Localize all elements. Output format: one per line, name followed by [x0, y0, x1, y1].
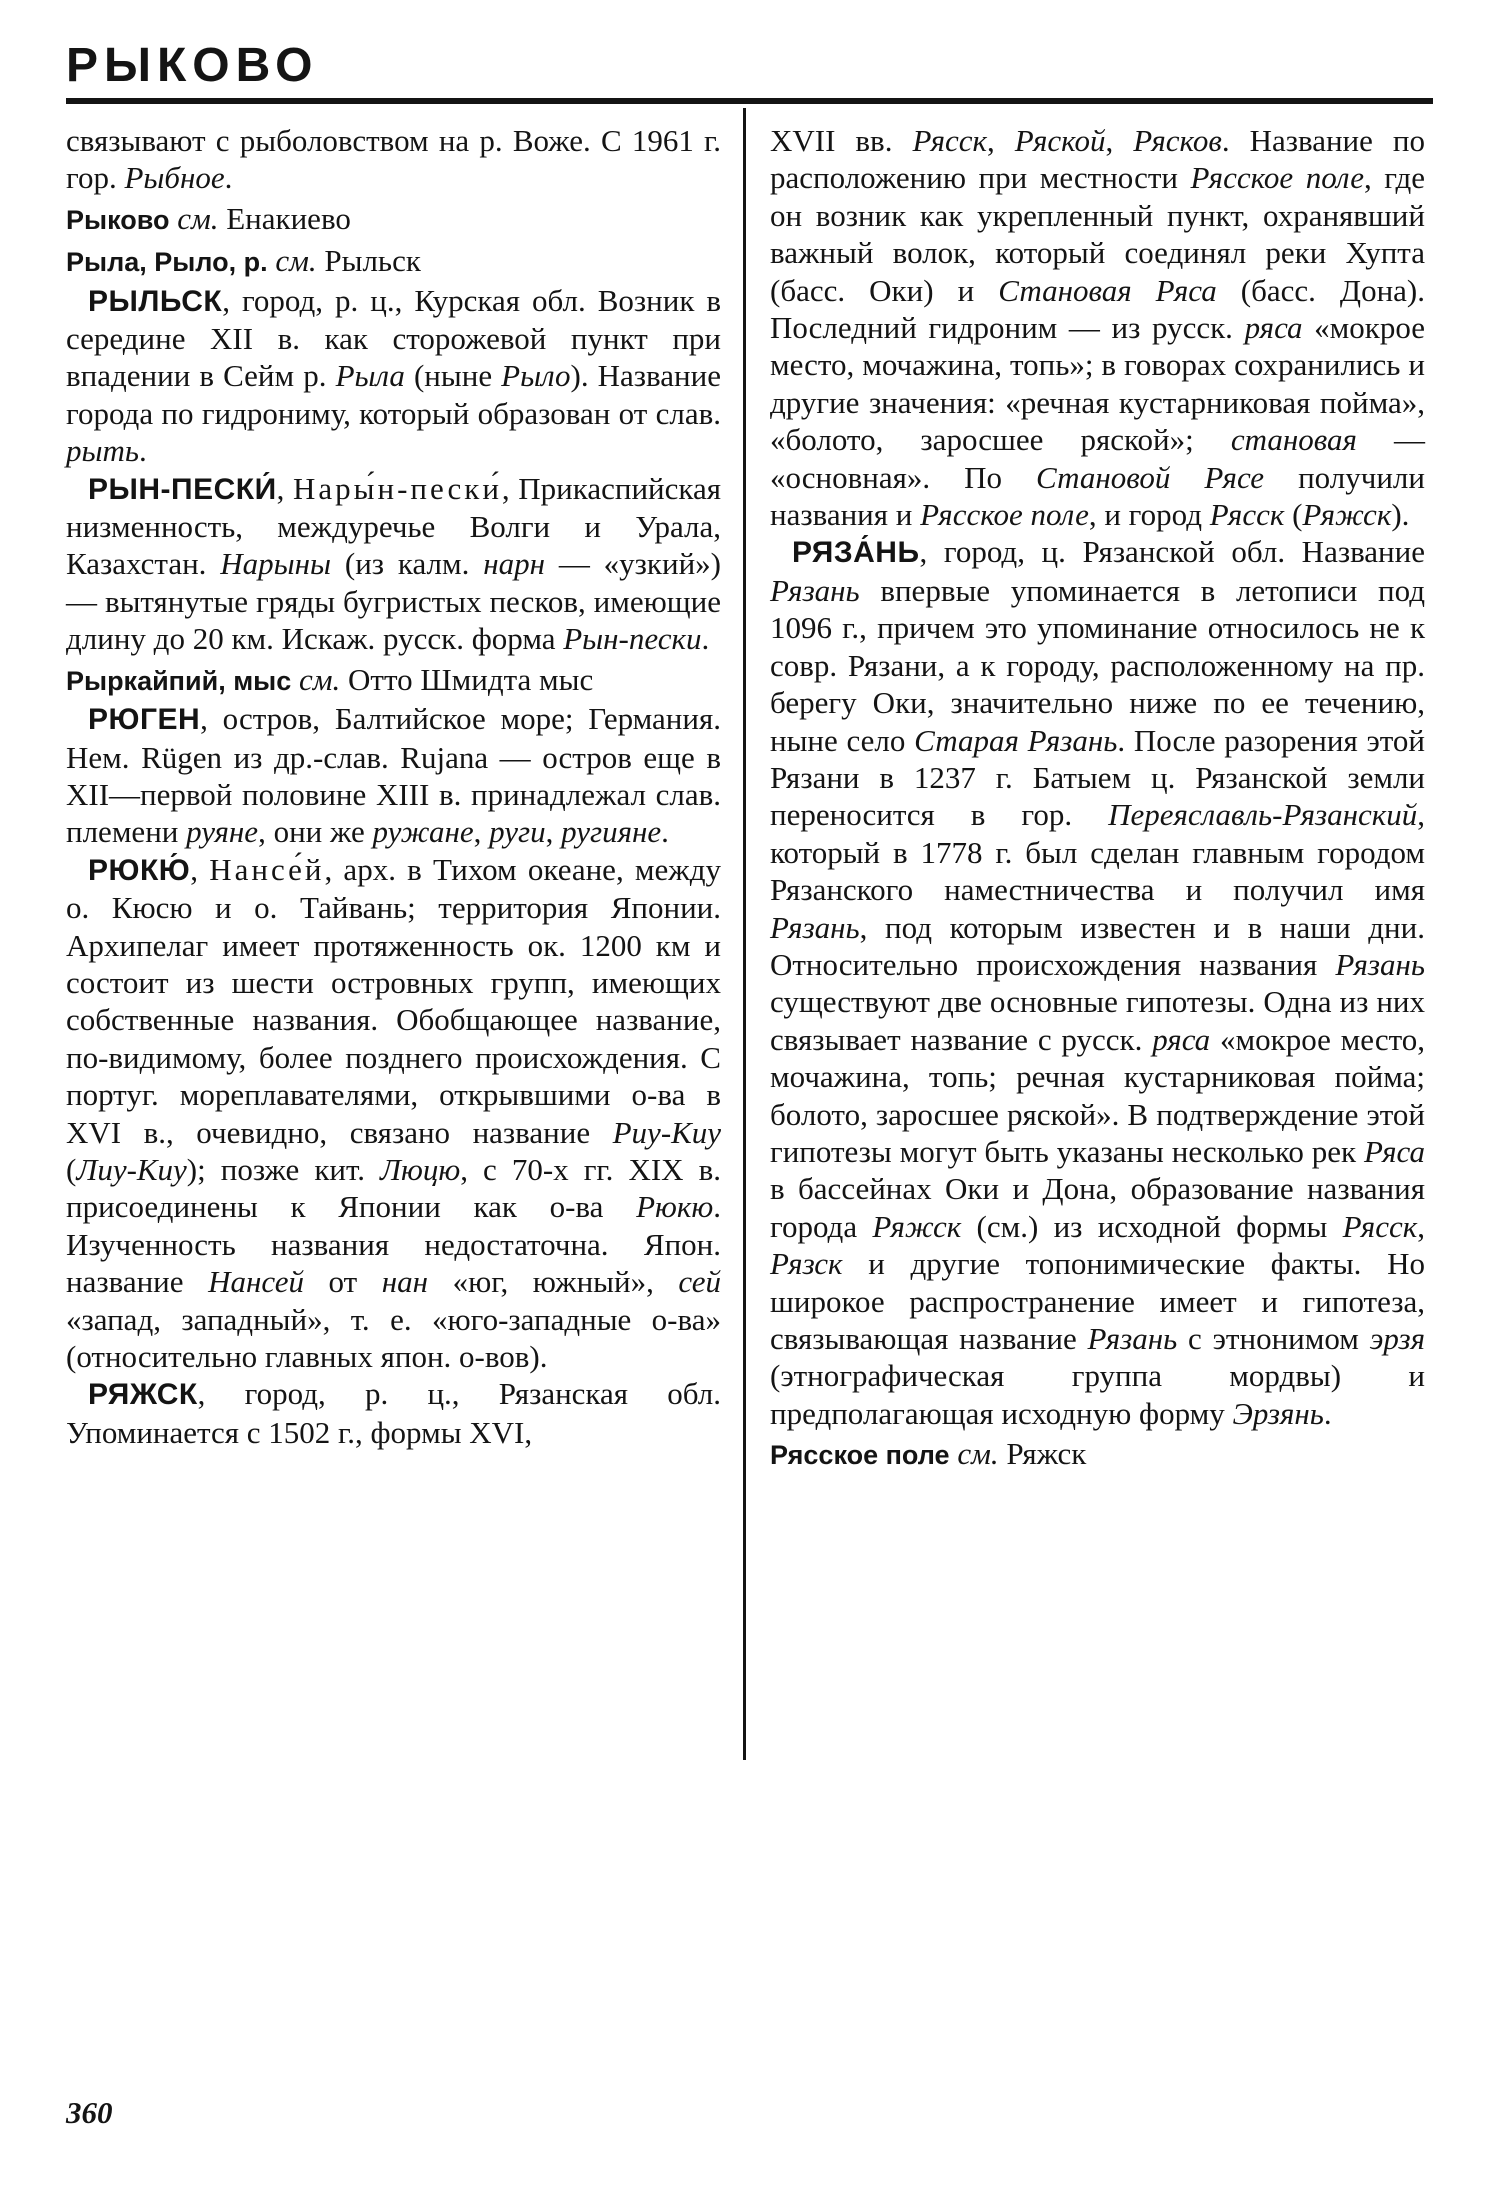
- term: Ряской: [1014, 123, 1106, 158]
- headword: РЫЛЬСК: [88, 284, 223, 318]
- term: нарн: [483, 546, 545, 582]
- text: (: [66, 1151, 77, 1187]
- cross-reference: Отто Шмидта мыс: [340, 661, 594, 697]
- text: (басс. Дона). Последний гидроним — из русск.: [770, 272, 1425, 346]
- entry-rylsk: [66, 282, 721, 470]
- text: ); позже кит.: [186, 1151, 381, 1187]
- text: ,: [1417, 1208, 1425, 1244]
- headword: Рыково: [66, 204, 170, 235]
- text: .: [224, 160, 233, 196]
- text: (ныне: [404, 358, 502, 394]
- term: нан: [381, 1264, 429, 1300]
- see-label: см.: [957, 1436, 999, 1472]
- text: , город, р. ц., Рязанская обл. Упоминается с 1502 г., формы XVI,: [66, 1376, 721, 1450]
- term: Рясское поле: [1190, 160, 1365, 196]
- term: ряса: [1152, 1021, 1211, 1057]
- right-column: [770, 122, 1425, 1475]
- term: Рыла: [335, 358, 405, 394]
- text: XVII вв.: [770, 123, 913, 158]
- text: .: [701, 621, 710, 657]
- text: ,: [545, 814, 562, 850]
- headword: РЯЖСК: [88, 1378, 198, 1412]
- term: ругияне: [561, 814, 662, 850]
- headword: Рыркайпий, мыс: [66, 665, 292, 696]
- text: связывают с рыболовством на р. Воже. С 1961 г. гор.: [66, 123, 721, 196]
- term: рыть: [66, 433, 139, 469]
- text: , с 70-х гг. XIX в. присоединены к Японии как о-ва: [66, 1151, 721, 1225]
- text: , арх. в Тихом океане, между о. Кюсю и о. Тайвань; территория Японии. Архипелаг имеет протяженность ок. 1200 км и состоит из шести островных групп, имеющих собственные названия. Обобщающее название, по-видимому, более позднего происхождения. С португ. мореплавателями, открывшими о-ва в XVI в., очевидно, связано название: [66, 851, 721, 1150]
- text: .: [661, 814, 669, 850]
- term: Рязань: [1335, 946, 1425, 982]
- text: в бассейнах Оки и Дона, образование названия города: [770, 1171, 1425, 1244]
- term: Лиу-Киу: [76, 1151, 187, 1187]
- entry-ryrkaypiy: [66, 661, 721, 700]
- text: ).: [1391, 497, 1410, 533]
- header-rule: [66, 98, 1433, 104]
- term: Ряcск: [1209, 497, 1285, 533]
- text: (см.) из исходной формы: [961, 1208, 1343, 1244]
- term: Рясское поле: [920, 497, 1089, 533]
- text: (этнографическая группа мордвы) и предполагающая исходную форму: [770, 1358, 1425, 1431]
- term: Рязань: [770, 572, 860, 608]
- text: , город, ц. Рязанской обл. Название: [919, 534, 1425, 570]
- text: .: [1323, 1395, 1332, 1431]
- term: Рязань: [770, 909, 860, 945]
- text: , под которым известен и в наши дни. Относительно происхождения названия: [770, 909, 1425, 982]
- text: , и город: [1088, 497, 1210, 533]
- text: получили названия и: [770, 459, 1425, 533]
- entry-rykovo: [66, 200, 721, 239]
- text: , город, р. ц., Курская обл. Возник в середине XII в. как сторожевой пункт при впадении в Сейм р.: [66, 282, 721, 394]
- term: Ряcск: [1342, 1208, 1418, 1244]
- see-label: см.: [275, 243, 317, 279]
- text: — «основная». По: [770, 422, 1425, 495]
- term: Рюкю: [636, 1189, 714, 1225]
- cross-reference: Ряжск: [998, 1436, 1087, 1472]
- entry-ryn-peski: [66, 470, 721, 658]
- headword: РЫН-ПЕСКИ́: [88, 472, 277, 506]
- text: (: [1284, 497, 1303, 533]
- text: (из калм.: [331, 546, 484, 582]
- text: , где он возник как укрепленный пункт, охранявший важный волок, который соединял реки Хупта (басс. Оки) и: [770, 160, 1426, 308]
- cross-reference: Енакиево: [218, 200, 351, 236]
- term: Становой Рясе: [1036, 459, 1265, 495]
- term: Ряжск: [872, 1208, 962, 1244]
- text: и другие топонимические факты. Но широкое распространение имеет и гипотеза, связывающая название: [770, 1246, 1425, 1356]
- headword: РЮГЕН: [88, 703, 201, 737]
- term: Рын-пески: [563, 621, 702, 657]
- text: ,: [190, 851, 210, 887]
- text: впервые упоминается в летописи под 1096 г., причем это упоминание относилось не к совр. Рязани, а к городу, расположенному на пр. берегу Оки, значительно ниже по ее течению, ныне село: [770, 572, 1425, 758]
- see-label: см.: [177, 200, 219, 236]
- headword: Рыла, Рыло, р.: [66, 247, 268, 278]
- term: Эрзянь: [1232, 1395, 1324, 1431]
- term: Старая Рязань: [914, 722, 1118, 758]
- term: Рыло: [501, 358, 571, 394]
- entry-ryla: [66, 242, 721, 281]
- text: , который в 1778 г. был сделан главным городом Рязанского наместничества и получил имя: [770, 797, 1425, 908]
- text: . Изученность названия недостаточна. Япон. название: [66, 1189, 721, 1300]
- text: ,: [276, 470, 293, 506]
- term: ряса: [1244, 310, 1303, 346]
- text: , остров, Балтийское море; Германия. Нем. Rügen из др.-слав. Rujana — остров еще в XII—первой половине XIII в. принадлежал слав. племени: [66, 701, 721, 850]
- variant-name: Нары́н-пески́: [293, 470, 502, 506]
- text: ,: [473, 814, 490, 850]
- variant-name: Нансе́й: [209, 851, 325, 887]
- text: , Прикаспийская низменность, междуречье Волги и Урала, Казахстан.: [66, 470, 721, 582]
- headword: РЯЗА́НЬ: [792, 536, 920, 570]
- page-number: 360: [66, 2095, 113, 2130]
- text: ). Название города по гидрониму, который образован от слав.: [66, 358, 721, 431]
- term: Ряжск: [1302, 497, 1392, 533]
- text: от: [303, 1264, 382, 1300]
- term: Ряса: [1363, 1133, 1425, 1169]
- term: Рязань: [1087, 1321, 1178, 1356]
- term: эрзя: [1369, 1321, 1425, 1356]
- term: руги: [489, 814, 546, 850]
- headword: Рясское поле: [770, 1440, 950, 1471]
- text: существуют две основные гипотезы. Одна из них связывает название с русск.: [770, 984, 1425, 1057]
- term: Рясков: [1133, 123, 1222, 158]
- term: Рыбное: [124, 160, 225, 196]
- entry-continuation: [66, 122, 721, 197]
- entry-ryazhsk-continuation: [770, 122, 1425, 533]
- term: руяне: [186, 814, 259, 850]
- entry-rysskoe-pole: [770, 1435, 1425, 1474]
- text: ,: [1105, 123, 1134, 158]
- term: Становая Ряса: [998, 272, 1217, 308]
- term: ружане: [372, 814, 474, 850]
- see-label: см.: [299, 661, 341, 697]
- entry-ryazan: [770, 533, 1425, 1432]
- term: становая: [1230, 422, 1357, 458]
- text: с этнонимом: [1177, 1321, 1370, 1356]
- text: «мокрое место, мочажина, топь»; в говорах сохранились и другие значения: «речная кустарниковая пойма», «болото, заросшее ряской»;: [770, 310, 1425, 458]
- term: Рязск: [770, 1246, 843, 1282]
- entry-rugen: [66, 700, 721, 851]
- term: Ряcск: [912, 123, 988, 158]
- term: Нарыны: [220, 546, 332, 582]
- text: . После разорения этой Рязани в 1237 г. Батыем ц. Рязанской земли переносится в гор.: [770, 722, 1426, 833]
- entry-ryazhsk: [66, 1375, 721, 1451]
- text: «запад, западный», т. е. «юго-западные о-ва» (относительно главных япон. о-вов).: [66, 1301, 721, 1374]
- text: , они же: [258, 814, 373, 850]
- text: ,: [987, 123, 1015, 158]
- term: Нансей: [208, 1264, 304, 1300]
- text: . Название по расположению при местности: [770, 123, 1425, 196]
- entry-ryukyu: [66, 851, 721, 1376]
- text: «юг, южный»,: [428, 1264, 679, 1300]
- column-divider: [743, 108, 746, 1760]
- term: Люцю: [380, 1151, 461, 1187]
- text: — «узкий») — вытянутые гряды бугристых песков, имеющие длину до 20 км. Искаж. русск. форма: [66, 546, 721, 657]
- left-column: [66, 122, 721, 1451]
- text: .: [139, 433, 147, 469]
- cross-reference: Рыльск: [316, 243, 421, 279]
- term: Риу-Киу: [612, 1114, 721, 1150]
- text: «мокрое место, мочажина, топь; речная кустарниковая пойма; болото, заросшее ряской». В подтверждение этой гипотезы могут быть указаны несколько рек: [770, 1021, 1425, 1169]
- term: сей: [678, 1264, 722, 1300]
- headword: РЮКЮ́: [88, 853, 191, 887]
- running-head: РЫКОВО: [66, 39, 319, 92]
- term: Переяславль-Рязанский: [1108, 797, 1418, 833]
